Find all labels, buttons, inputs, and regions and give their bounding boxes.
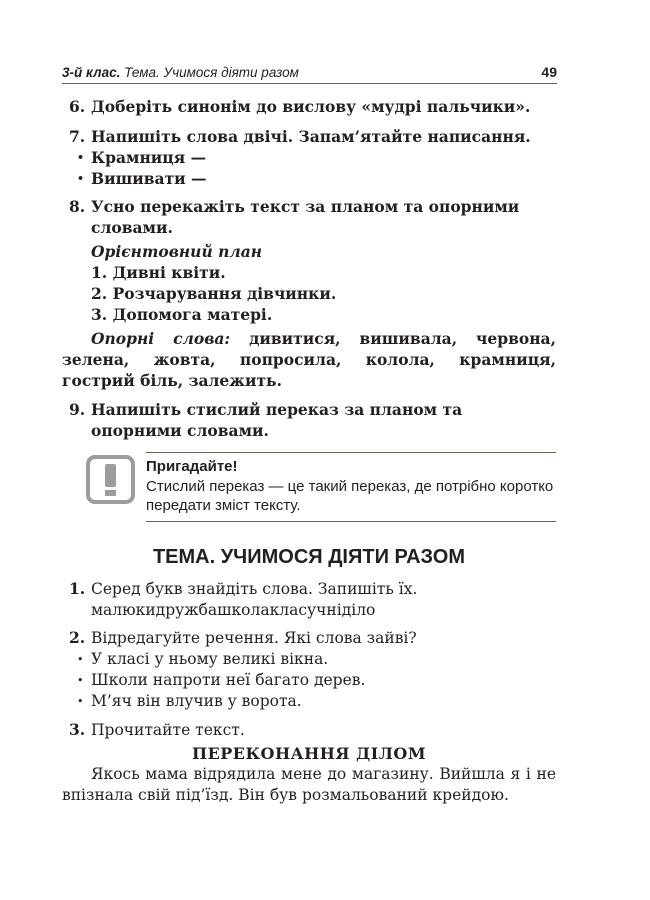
plan-title: Орієнтовний план bbox=[91, 242, 263, 261]
plan bbox=[62, 241, 556, 325]
key-words-text: дивитися, вишивала, червона, зелена, жовта, попросила, колола, крамниця, гострий біль, залежить. bbox=[62, 329, 556, 390]
theme-title: ТЕМА. УЧИМОСЯ ДІЯТИ РАЗОМ bbox=[152, 546, 466, 568]
reminder-text: Стислий переказ — це такий переказ, де потрібно коротко передати зміст тексту. bbox=[146, 478, 554, 514]
header-section-title: 3-й клас. Тема. Учимося діяти разом bbox=[62, 65, 299, 80]
page-number: 49 bbox=[541, 64, 557, 80]
reminder-title: Пригадайте! bbox=[146, 458, 238, 475]
story-title: ПЕРЕКОНАННЯ ДІЛОМ bbox=[191, 744, 427, 763]
task-9: 9. Напишіть стислий переказ за планом та опорними словами. bbox=[69, 400, 463, 440]
exclamation-icon bbox=[86, 455, 135, 504]
bullet-item: • Вишивати — bbox=[62, 168, 556, 189]
task-3: 3. Прочитайте текст. bbox=[69, 720, 245, 739]
story bbox=[62, 743, 556, 806]
key-words-label: Опорні слова: bbox=[91, 329, 231, 348]
page-header bbox=[62, 64, 557, 84]
bullet-item: • Крамниця — bbox=[62, 147, 556, 168]
task-2: 2. Відредагуйте речення. Які слова зайві? • У класі у ньому великі вікна. • Школи напроти неї багато дерев. • М’яч він влучив у ворота. bbox=[62, 627, 556, 712]
bullet-item: • У класі у ньому великі вікна. bbox=[62, 649, 556, 670]
reminder-box bbox=[86, 452, 556, 522]
task-7: 7. Напишіть слова двічі. Запам’ятайте написання. • Крамниця — • Вишивати — bbox=[62, 126, 556, 189]
task-8: 8. Усно перекажіть текст за планом та опорними словами. bbox=[69, 197, 520, 237]
task-6: 6. Доберіть синонім до вислову «мудрі пальчики». bbox=[69, 97, 531, 116]
bullet-item: • М’яч він влучив у ворота. bbox=[62, 691, 556, 712]
plan-item: 1. Дивні квіти. bbox=[91, 263, 226, 282]
bullet-item: • Школи напроти неї багато дерев. bbox=[62, 670, 556, 691]
plan-item: 2. Розчарування дівчинки. bbox=[91, 284, 337, 303]
key-words bbox=[62, 328, 556, 391]
plan-item: 3. Допомога матері. bbox=[91, 305, 273, 324]
story-text: Якось мама відрядила мене до магазину. Вийшла я і не впізнала свій під’їзд. Він був розмальований крейдою. bbox=[62, 765, 556, 804]
letter-string: малюкидружбашколакласучніділо bbox=[91, 601, 376, 619]
task-1: 1. Серед букв знайдіть слова. Запишіть їх. малюкидружбашколакласучніділо bbox=[62, 578, 556, 621]
